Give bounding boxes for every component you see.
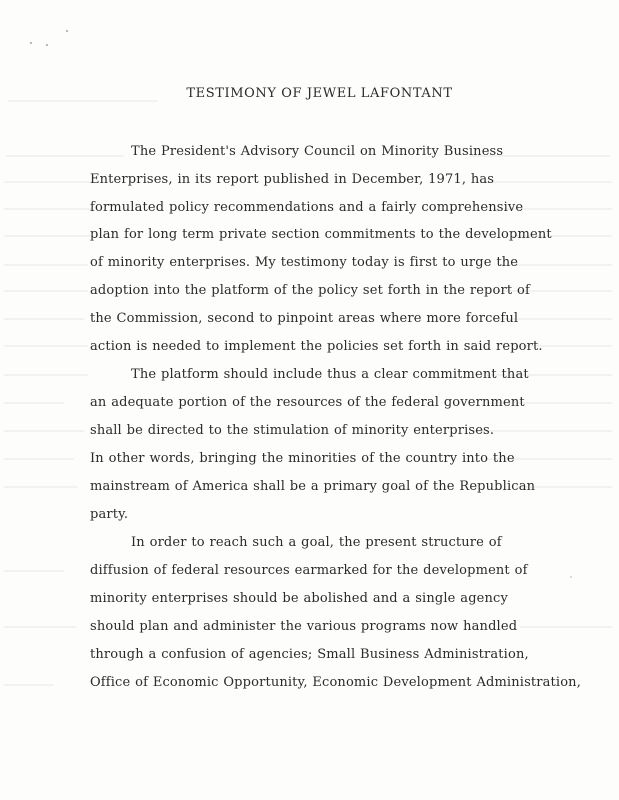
scan-speck	[46, 44, 48, 46]
text-line: the Commission, second to pinpoint areas where more forceful	[90, 311, 519, 326]
text-line: party.	[90, 507, 129, 522]
text-line: minority enterprises should be abolished and a single agency	[90, 591, 508, 606]
text-line: action is needed to implement the policies set forth in said report.	[90, 339, 543, 354]
text-line: Office of Economic Opportunity, Economic Development Administration,	[90, 675, 581, 690]
text-line: diffusion of federal resources earmarked for the development of	[90, 563, 528, 578]
text-line: In other words, bringing the minorities of the country into the	[90, 451, 515, 466]
text-line: In order to reach such a goal, the present structure of	[131, 535, 502, 550]
text-line: Enterprises, in its report published in December, 1971, has	[90, 172, 495, 187]
text-line: should plan and administer the various programs now handled	[90, 619, 518, 634]
document-title: TESTIMONY OF JEWEL LAFONTANT	[186, 86, 453, 101]
text-line: mainstream of America shall be a primary goal of the Republican	[90, 479, 536, 494]
text-line: plan for long term private section commitments to the development	[90, 227, 552, 242]
text-line: shall be directed to the stimulation of minority enterprises.	[90, 423, 495, 438]
text-line: of minority enterprises. My testimony today is first to urge the	[90, 255, 519, 270]
scan-speck	[570, 576, 572, 578]
text-line: through a confusion of agencies; Small Business Administration,	[90, 647, 529, 662]
text-line: an adequate portion of the resources of the federal government	[90, 395, 525, 410]
text-line: formulated policy recommendations and a fairly comprehensive	[90, 200, 524, 215]
text-line: The President's Advisory Council on Minority Business	[131, 144, 504, 159]
scan-speck	[30, 42, 32, 44]
scan-speck	[66, 30, 68, 32]
text-line: adoption into the platform of the policy set forth in the report of	[90, 283, 530, 298]
text-line: The platform should include thus a clear commitment that	[131, 367, 529, 382]
